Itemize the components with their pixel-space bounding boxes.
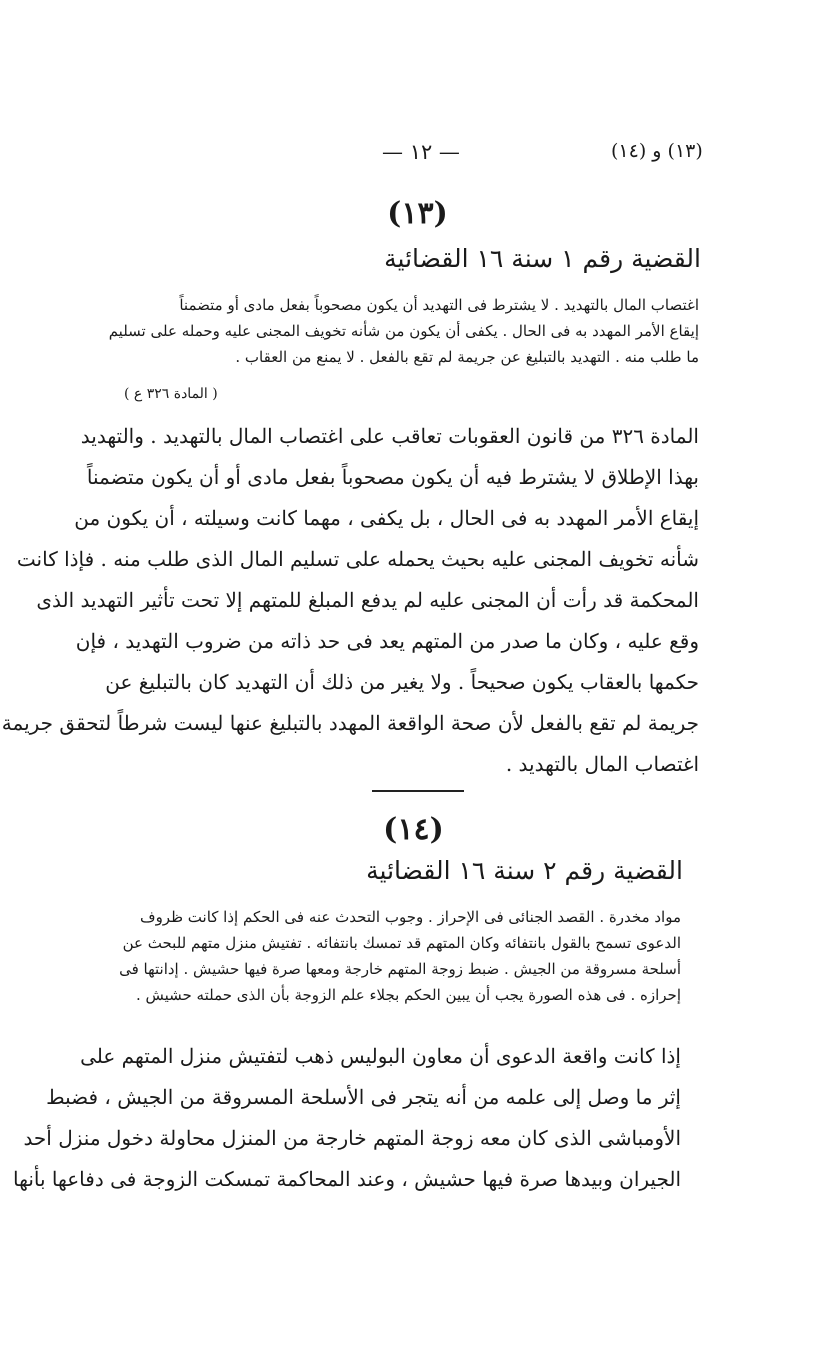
case-summary bbox=[119, 904, 681, 1008]
page-number: — ١٢ — bbox=[382, 140, 460, 164]
body-line: الأومباشى الذى كان معه زوجة المتهم خارجة من المنزل محاولة دخول منزل أحد bbox=[23, 1126, 681, 1150]
body-line: إيقاع الأمر المهدد به فى الحال ، بل يكفى ، مهما كانت وسيلته ، أن يكون من bbox=[74, 506, 699, 530]
summary-line: أسلحة مسروقة من الجيش . ضبط زوجة المتهم خارجة ومعها صرة فيها حشيش . إدانتها فى bbox=[119, 960, 681, 978]
case-summary bbox=[108, 292, 699, 370]
summary-line: إحرازه . فى هذه الصورة يجب أن يبين الحكم بجلاء علم الزوجة بأن الذى حملته حشيش . bbox=[135, 986, 681, 1004]
case-title: القضية رقم ١ سنة ١٦ القضائية bbox=[384, 244, 701, 273]
case-number: (١٤) bbox=[383, 812, 444, 847]
body-line: الجيران وبيدها صرة فيها حشيش ، وعند المحاكمة تمسكت الزوجة فى دفاعها بأنها bbox=[13, 1167, 681, 1191]
summary-line: الدعوى تسمح بالقول بانتفائه وكان المتهم قد تمسك بانتفائه . تفتيش منزل متهم للبحث عن bbox=[122, 934, 681, 952]
summary-line: اغتصاب المال بالتهديد . لا يشترط فى التهديد أن يكون مصحوباً بفعل مادى أو متضمناً bbox=[179, 296, 699, 314]
case-range-header: (١٣) و (١٤) bbox=[611, 140, 703, 162]
section-divider bbox=[372, 790, 464, 792]
body-line: إثر ما وصل إلى علمه من أنه يتجر فى الأسلحة المسروقة من الجيش ، فضبط bbox=[46, 1085, 681, 1109]
body-line: وقع عليه ، وكان ما صدر من المتهم يعد فى حد ذاته من ضروب التهديد ، فإن bbox=[75, 629, 699, 653]
summary-line: إيقاع الأمر المهدد به فى الحال . يكفى أن يكون من شأنه تخويف المجنى عليه وحمله على تسليم bbox=[108, 322, 699, 340]
summary-line: ما طلب منه . التهديد بالتبليغ عن جريمة لم تقع بالفعل . لا يمنع من العقاب . bbox=[235, 348, 699, 366]
body-line: بهذا الإطلاق لا يشترط فيه أن يكون مصحوباً بفعل مادى أو أن يكون متضمناً bbox=[86, 465, 699, 489]
body-line: إذا كانت واقعة الدعوى أن معاون البوليس ذهب لتفتيش منزل المتهم على bbox=[80, 1044, 681, 1068]
body-line: المادة ٣٢٦ من قانون العقوبات تعاقب على اغتصاب المال بالتهديد . والتهديد bbox=[80, 424, 699, 448]
case-title: القضية رقم ٢ سنة ١٦ القضائية bbox=[366, 856, 683, 885]
article-reference: ( المادة ٣٢٦ ع ) bbox=[124, 386, 218, 402]
case-body bbox=[1, 416, 699, 785]
body-line: حكمها بالعقاب يكون صحيحاً . ولا يغير من ذلك أن التهديد كان بالتبليغ عن bbox=[105, 670, 699, 694]
body-line: المحكمة قد رأت أن المجنى عليه لم يدفع المبلغ للمتهم إلا تحت تأثير التهديد الذى bbox=[36, 588, 699, 612]
case-body bbox=[13, 1036, 681, 1200]
body-line: شأنه تخويف المجنى عليه بحيث يحمله على تسليم المال الذى طلب منه . فإذا كانت bbox=[16, 547, 699, 571]
case-number: (١٣) bbox=[387, 196, 448, 231]
body-line: اغتصاب المال بالتهديد . bbox=[505, 752, 699, 776]
summary-line: مواد مخدرة . القصد الجنائى فى الإحراز . وجوب التحدث عنه فى الحكم إذا كانت ظروف bbox=[140, 908, 681, 926]
body-line: جريمة لم تقع بالفعل لأن صحة الواقعة المهدد بالتبليغ عنها ليست شرطاً لتحقق جريمة bbox=[1, 711, 699, 735]
